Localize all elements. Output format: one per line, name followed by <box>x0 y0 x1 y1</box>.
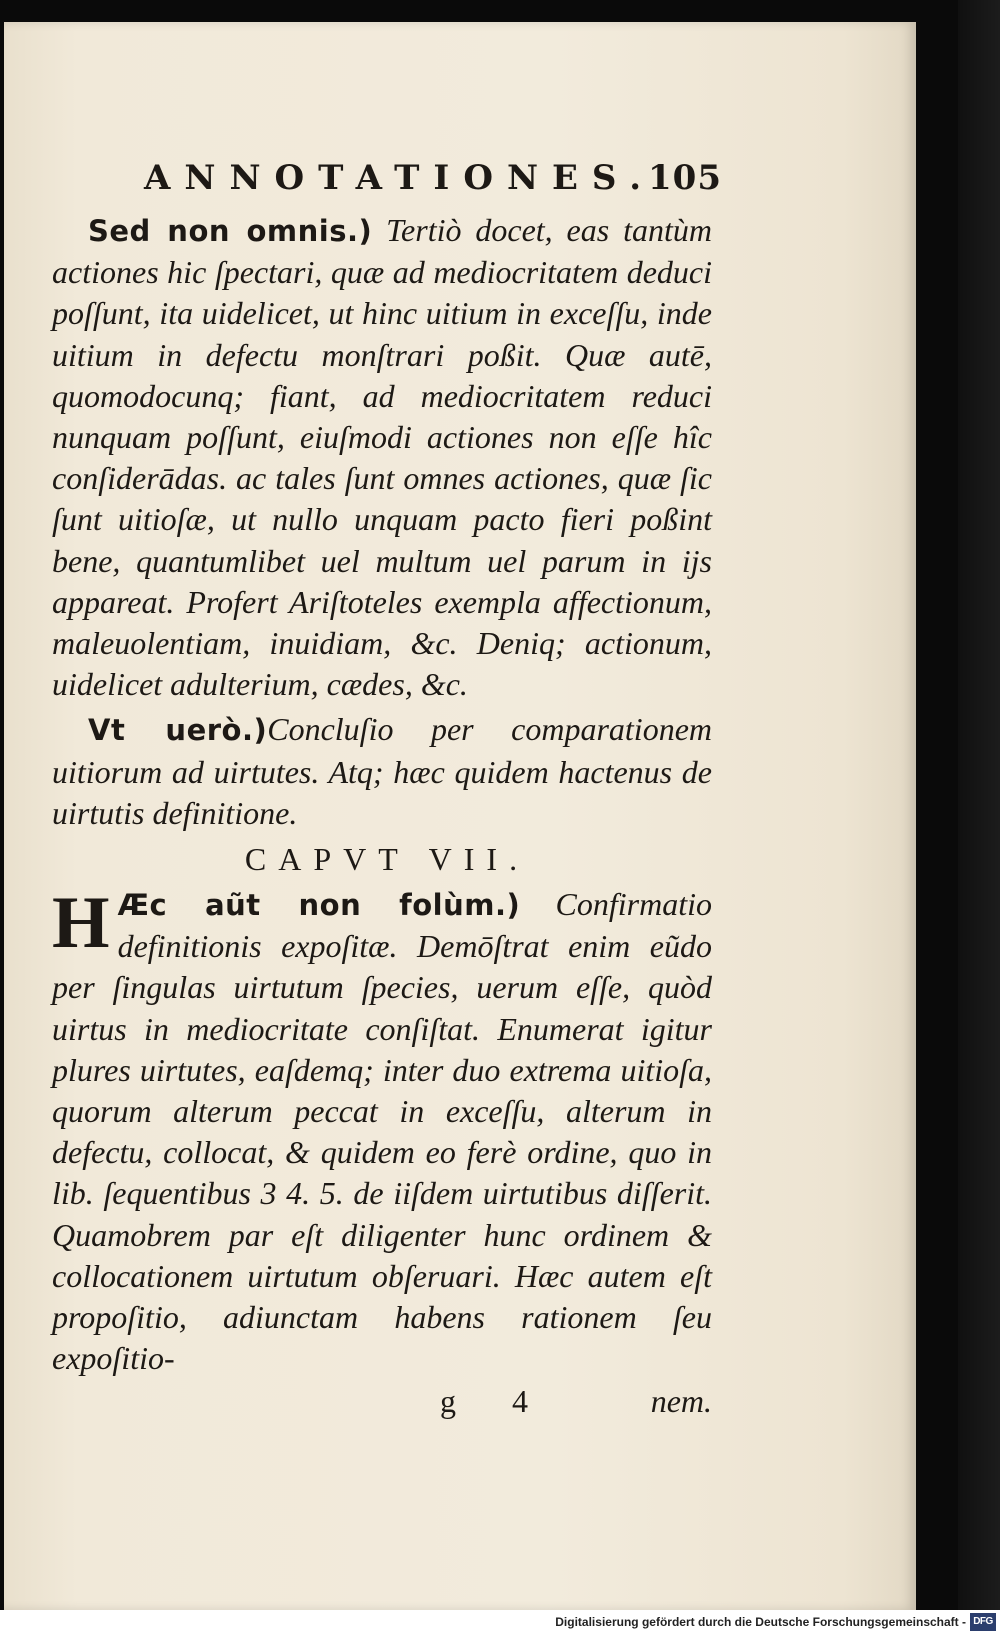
page-header <box>52 158 722 210</box>
running-head: ANNOTATIONES. <box>144 158 656 198</box>
page-foot <box>52 1383 712 1431</box>
drop-cap: H <box>52 882 110 965</box>
page-number: 105 <box>648 158 722 198</box>
paragraph-text: Tertiò docet, eas tantùm actiones hic ſpectari, quæ ad mediocritatem deduci poſſunt, ita uidelicet, ut hinc uitium in exceſſu, inde uitium in defectu monſtrari poßit. Quæ autē, quomodocunq; fiant, ad mediocritatem reduci nunquam poſſunt, eiuſmodi actiones non eſſe hîc conſiderādas. ac tales ſunt omnes actiones, quæ ſic ſunt uitioſæ, ut nullo unquam pacto fieri poßint bene, quantumlibet uel multum uel parum in ijs appareat. Profert Ariſtoteles exempla affectionum, maleuolentiam, inuidiam, &c. Deniq; actionum, uidelicet adulterium, cædes, &c. <box>52 212 713 703</box>
lemma-sed-non-omnis: Sed non omnis.) <box>88 214 373 248</box>
signature-mark: g 4 <box>440 1383 552 1420</box>
digitization-footer <box>0 1610 1000 1635</box>
paragraph-text: Confirmatio definitionis expoſitæ. Demōſtrat enim eũdo per ſingulas uirtutum ſpecies, uerum eſſe, quòd uirtus in mediocritate conſiſtat. Enumerat igitur plures uirtutes, eaſdemq; inter duo extrema uitioſa, quorum alterum peccat in exceſſu, alterum in defectu, collocat, & quidem eo ferè ordine, quo in lib. ſequentibus 3 4. 5. de iiſdem uirtutibus diſſerit. Quamobrem par eſt diligenter hunc ordinem & collocationem uirtutum obſeruari. Hæc autem eſt propoſitio, adiunctam habens rationem ſeu expoſitio- <box>52 886 712 1377</box>
lemma-vt-uero: Vt uerò.) <box>88 713 268 748</box>
paragraph-haec-aut <box>52 884 712 1379</box>
dfg-logo-icon: DFG <box>970 1613 996 1631</box>
scan-background <box>958 0 1000 1610</box>
catchword: nem. <box>650 1383 712 1420</box>
lemma-haec-aut: Æc aũt non folùm.) <box>117 888 521 923</box>
page-text-block <box>52 158 722 1431</box>
paragraph-sed-non-omnis <box>52 210 712 705</box>
paragraph-text: Concluſio per comparationem uitiorum ad uirtutes. Atq; hæc quidem hactenus de uirtutis definitione. <box>52 711 712 831</box>
chapter-heading: CAPVT VII. <box>244 841 530 878</box>
paragraph-vt-uero <box>52 709 712 834</box>
funding-note: Digitalisierung gefördert durch die Deutsche Forschungsgemeinschaft - <box>555 1615 966 1629</box>
